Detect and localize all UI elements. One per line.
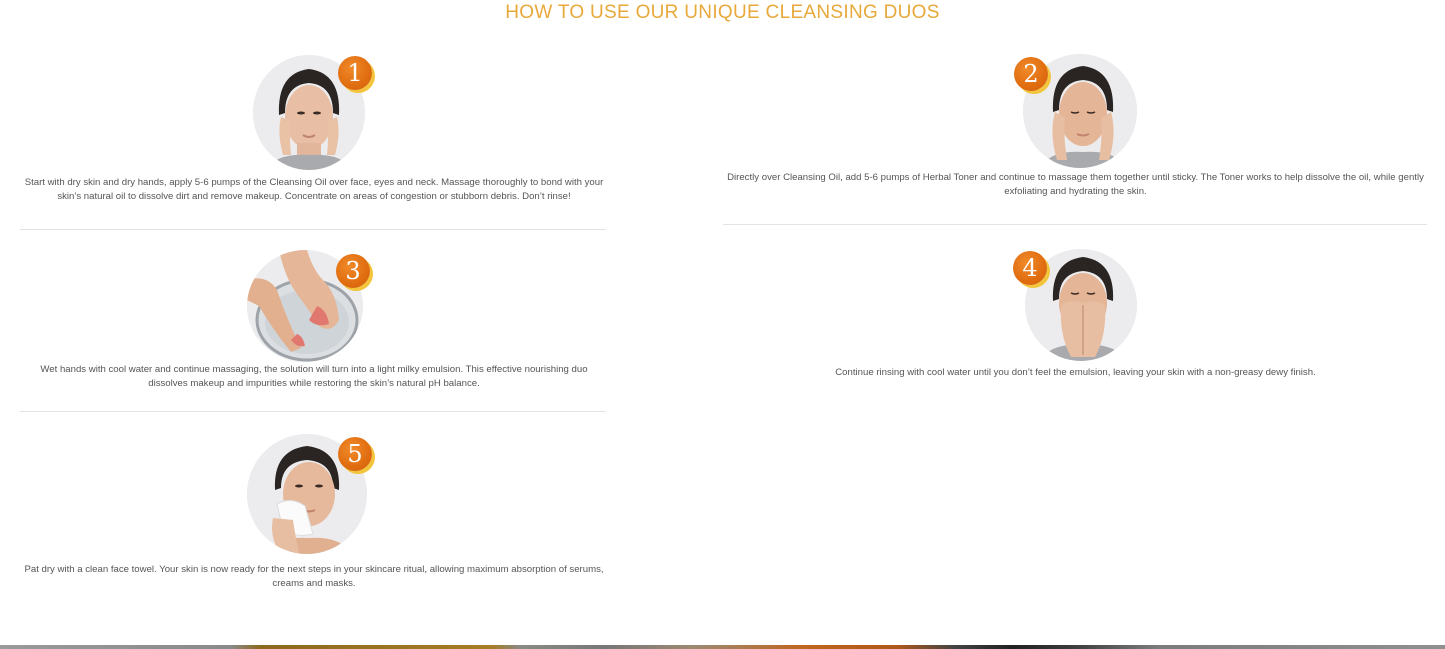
step-5-number-badge: 5 [338,437,372,471]
footer-image-strip [0,645,1445,649]
step-5-description: Pat dry with a clean face towel. Your skin is now ready for the next steps in your skincare ritual, allowing maximum absorption of serums, creams and masks. [24,564,604,589]
section-title: HOW TO USE OUR UNIQUE CLEANSING DUOS [505,2,940,23]
step-4-number-badge: 4 [1013,251,1047,285]
step-2-description: Directly over Cleansing Oil, add 5-6 pumps of Herbal Toner and continue to massage them together until sticky. The Toner works to help dissolve the oil, while gently exfoliating and hydrating the skin. [727,172,1424,197]
step-3-description: Wet hands with cool water and continue massaging, the solution will turn into a light milky emulsion. This effective nourishing duo dissolves makeup and impurities while restoring the skin’s natural pH balance. [40,364,588,389]
step-1-number-badge: 1 [338,56,372,90]
divider [723,224,1427,225]
step-1-description: Start with dry skin and dry hands, apply 5-6 pumps of the Cleansing Oil over face, eyes and neck. Massage thoroughly to bond with your skin’s natural oil to dissolve dirt and remove makeup. Concentrate on areas of congestion or stubborn debris. Don’t rinse! [24,177,604,202]
divider [20,411,606,412]
step-3-number-badge: 3 [336,254,370,288]
step-2-number-badge: 2 [1014,57,1048,91]
step-4-description: Continue rinsing with cool water until you don’t feel the emulsion, leaving your skin with a non-greasy dewy finish. [835,367,1316,378]
divider [20,229,606,230]
